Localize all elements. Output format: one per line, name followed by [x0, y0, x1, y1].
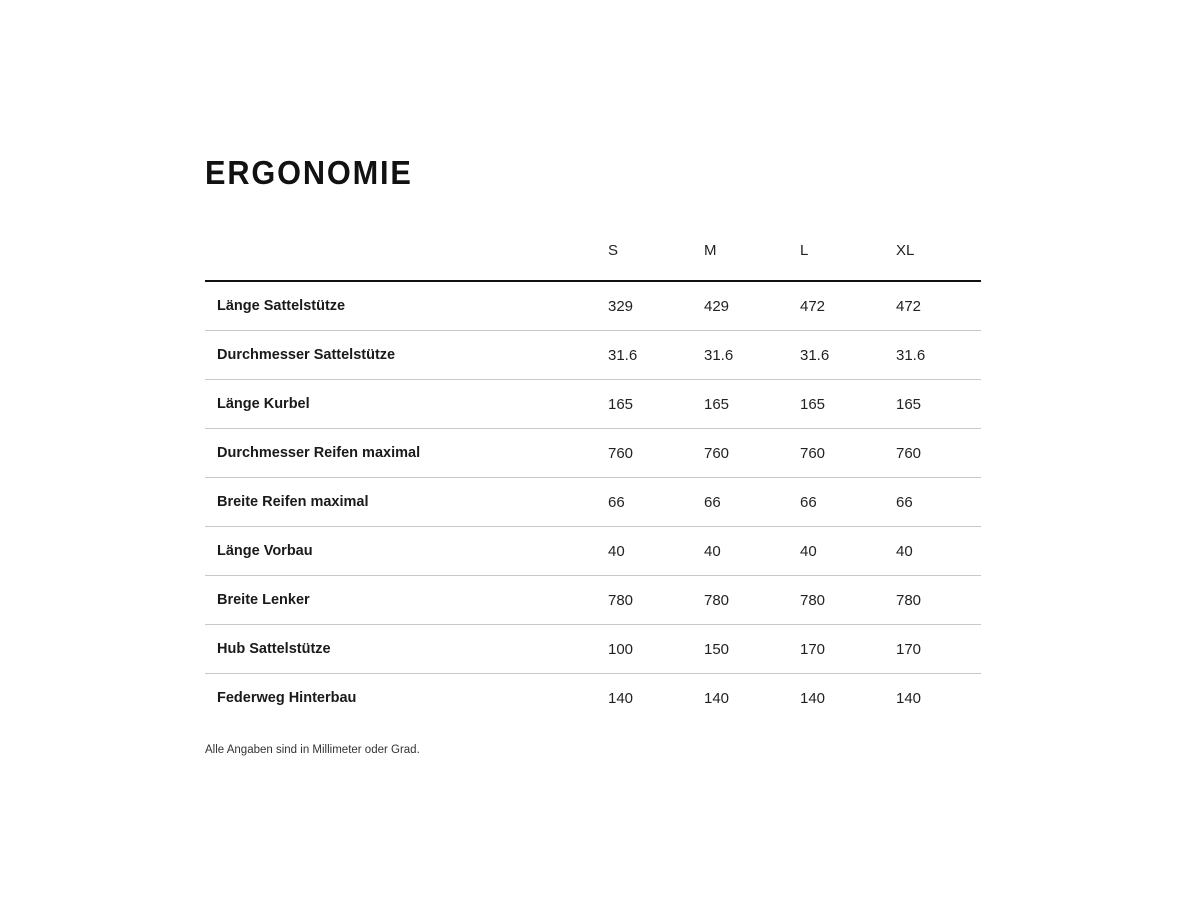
row-label: Durchmesser Sattelstütze	[205, 331, 597, 380]
header-size-xl: XL	[885, 232, 981, 281]
table-cell: 170	[885, 625, 981, 674]
header-size-s: S	[597, 232, 693, 281]
header-label-column	[205, 232, 597, 281]
table-cell: 780	[789, 576, 885, 625]
header-size-m: M	[693, 232, 789, 281]
row-label: Federweg Hinterbau	[217, 690, 357, 706]
ergonomics-section	[205, 150, 981, 756]
row-label: Breite Reifen maximal	[205, 478, 597, 527]
table-cell: 40	[597, 527, 693, 576]
table-row	[205, 625, 981, 674]
table-row	[205, 331, 981, 380]
table-cell: 780	[885, 576, 981, 625]
table-cell: 170	[789, 625, 885, 674]
table-cell: 31.6	[885, 331, 981, 380]
table-row	[205, 429, 981, 478]
row-label: Länge Sattelstütze	[205, 281, 597, 331]
table-cell: 165	[885, 380, 981, 429]
table-header-row	[205, 232, 981, 281]
table-row	[205, 281, 981, 331]
table-row	[205, 527, 981, 576]
table-cell: 140	[704, 689, 730, 707]
table-cell: 760	[693, 429, 789, 478]
table-cell: 66	[789, 478, 885, 527]
table-cell: 429	[693, 281, 789, 331]
row-label: Hub Sattelstütze	[205, 625, 597, 674]
table-row	[205, 380, 981, 429]
table-cell: 66	[885, 478, 981, 527]
table-cell: 140	[896, 689, 922, 707]
table-cell: 140	[608, 689, 634, 707]
table-cell: 760	[789, 429, 885, 478]
table-row	[205, 478, 981, 527]
table-cell: 760	[885, 429, 981, 478]
table-cell: 31.6	[693, 331, 789, 380]
table-cell: 165	[693, 380, 789, 429]
table-cell: 31.6	[789, 331, 885, 380]
table-cell: 150	[693, 625, 789, 674]
table-cell: 780	[597, 576, 693, 625]
section-title: ERGONOMIE	[205, 154, 413, 191]
table-cell: 472	[789, 281, 885, 331]
row-label: Länge Vorbau	[205, 527, 597, 576]
table-cell: 165	[597, 380, 693, 429]
row-label: Breite Lenker	[205, 576, 597, 625]
table-row	[205, 674, 981, 723]
table-cell: 40	[693, 527, 789, 576]
table-cell: 66	[693, 478, 789, 527]
table-cell: 100	[597, 625, 693, 674]
ergonomics-table	[205, 232, 981, 722]
table-cell: 66	[597, 478, 693, 527]
table-cell: 760	[597, 429, 693, 478]
header-size-l: L	[789, 232, 885, 281]
table-cell: 140	[800, 689, 826, 707]
row-label: Länge Kurbel	[205, 380, 597, 429]
table-cell: 31.6	[597, 331, 693, 380]
table-cell: 40	[789, 527, 885, 576]
table-cell: 329	[597, 281, 693, 331]
table-cell: 472	[885, 281, 981, 331]
units-footnote: Alle Angaben sind in Millimeter oder Grad.	[205, 744, 420, 756]
table-cell: 780	[693, 576, 789, 625]
table-cell: 40	[885, 527, 981, 576]
table-cell: 165	[789, 380, 885, 429]
row-label: Durchmesser Reifen maximal	[205, 429, 597, 478]
table-row	[205, 576, 981, 625]
